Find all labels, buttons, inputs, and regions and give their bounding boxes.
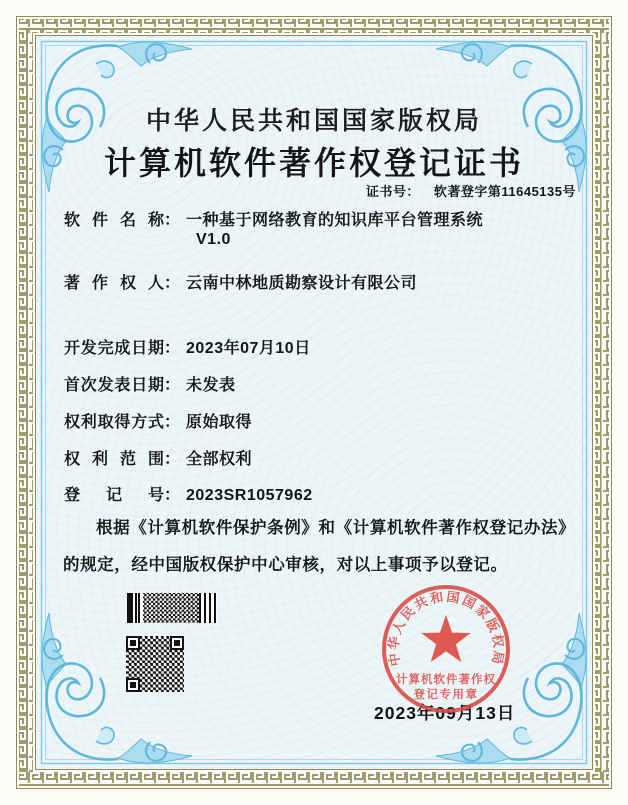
certificate-number-label: 证书号： (365, 184, 420, 199)
field-label: 权利范围 (64, 451, 164, 468)
registration-statement: 根据《计算机软件保护条例》和《计算机软件著作权登记办法》的规定，经中国版权保护中心审核，对以上事项予以登记。 (63, 519, 567, 574)
field-value: 未发表 (186, 377, 236, 394)
qr-code (126, 636, 184, 692)
field-colon: ： (164, 275, 181, 292)
field-registration-number (64, 482, 313, 505)
certificate-number (366, 181, 576, 200)
meander-band-top (19, 19, 609, 33)
seal-text-line1: 计算机软件著作权 (396, 674, 496, 686)
field-colon: ： (164, 487, 181, 504)
field-copyright-owner (64, 270, 417, 293)
field-colon: ： (164, 212, 181, 229)
field-label: 著作权人 (64, 275, 164, 292)
field-colon: ： (164, 377, 181, 394)
field-label: 开发完成日期 (64, 340, 164, 357)
field-label: 首次发表日期 (64, 377, 164, 394)
qr-finder-top-right (170, 636, 184, 650)
field-colon: ： (164, 451, 181, 468)
field-colon: ： (164, 414, 181, 431)
seal-star-icon (421, 615, 470, 662)
qr-finder-bottom-left (126, 678, 140, 692)
certificate-number-value: 软著登字第11645135号 (433, 184, 576, 199)
field-rights-acquisition (64, 409, 252, 432)
seal-text-line2: 登记专用章 (413, 689, 479, 701)
qr-finder-top-left (126, 636, 140, 650)
field-value: 云南中林地质勘察设计有限公司 (186, 275, 418, 292)
software-version: V1.0 (196, 231, 231, 248)
field-value: 2023SR1057962 (186, 487, 313, 504)
official-red-seal (376, 579, 516, 719)
document-title: 计算机软件著作权登记证书 (103, 145, 524, 181)
issue-date: 2023年09月13日 (374, 703, 516, 723)
field-first-publication (64, 372, 236, 395)
meander-band-bottom (19, 772, 609, 786)
field-rights-scope (64, 446, 252, 469)
field-value: 2023年07月10日 (186, 340, 311, 357)
field-label: 登记号 (64, 487, 164, 504)
field-value: 全部权利 (186, 451, 253, 468)
field-label: 权利取得方式 (64, 414, 164, 431)
field-software-name (64, 207, 483, 230)
barcode (127, 593, 217, 623)
field-value: 一种基于网络教育的知识库平台管理系统 (186, 212, 484, 229)
field-colon: ： (164, 340, 181, 357)
field-completion-date (64, 335, 311, 358)
field-value: 原始取得 (186, 414, 253, 431)
field-label: 软件名称 (64, 212, 164, 229)
issuer-title: 中华人民共和国国家版权局 (145, 108, 482, 135)
seal-ring-text: 中华人民共和国国家版权局 (385, 588, 507, 668)
